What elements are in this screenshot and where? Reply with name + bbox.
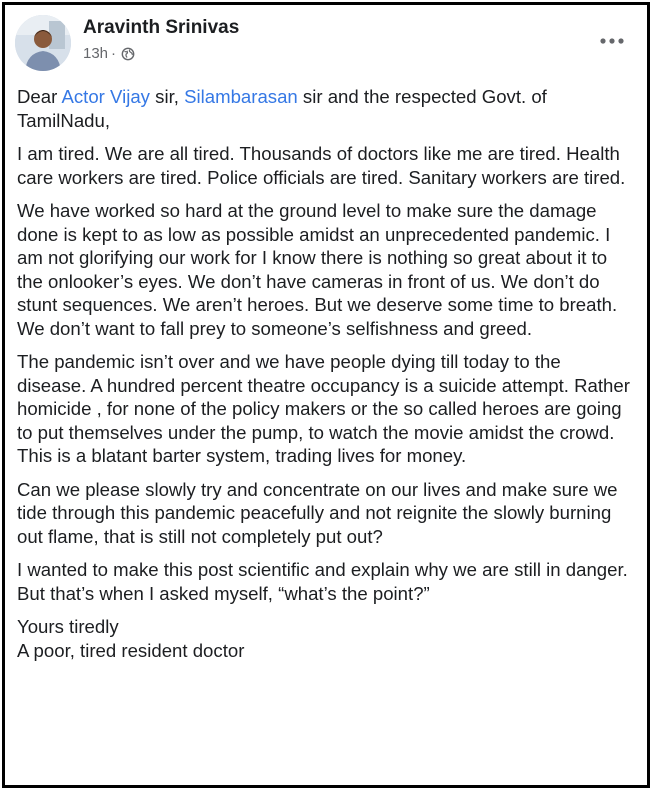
post-body: [17, 85, 633, 672]
paragraph-ground-work: We have worked so hard at the ground level to make sure the damage done is kept to as low as possible amidst an unprecedented pandemic. I am not glorifying our work for I know there is nothing so great about it to the onlooker’s eyes. We don’t have cameras in front of us. We don’t do stunt sequences. We aren’t heroes. But we deserve some time to breath. We don’t want to fall prey to someone’s selfishness and greed.: [17, 200, 618, 339]
paragraph-tired: I am tired. We are all tired. Thousands of doctors like me are tired. Health care workers are tired. Police officials are tired. Sanitary workers are tired.: [17, 143, 626, 188]
more-horizontal-icon: [599, 37, 625, 45]
signoff-line-1: Yours tiredly: [17, 616, 119, 637]
paragraph-point: I wanted to make this post scientific and explain why we are still in danger. But that’s when I asked myself, “what’s the point?”: [17, 559, 628, 604]
greeting-paragraph: [17, 85, 633, 132]
more-options-button[interactable]: [597, 31, 627, 51]
author-name[interactable]: Aravinth Srinivas: [83, 17, 240, 38]
post-meta: [83, 45, 135, 62]
meta-separator: ·: [111, 45, 117, 62]
profile-photo: [15, 15, 71, 71]
signoff-line-2: A poor, tired resident doctor: [17, 639, 245, 661]
mention-silambarasan[interactable]: Silambarasan: [184, 86, 298, 107]
greeting-prefix: Dear: [17, 86, 62, 107]
avatar[interactable]: [15, 15, 71, 71]
greeting-suffix: sir and the respected Govt. of TamilNadu,: [17, 86, 547, 131]
greeting-mid: sir,: [149, 86, 185, 107]
paragraph-pandemic: The pandemic isn’t over and we have people dying till today to the disease. A hundred percent theatre occupancy is a suicide attempt. Rather homicide , for none of the policy makers or the so called heroes are going to put themselves under the pump, to watch the movie amidst the crowd. This is a blatant barter system, trading lives for money.: [17, 351, 630, 466]
post-time[interactable]: 13h: [83, 45, 109, 62]
mention-actor-vijay[interactable]: Actor Vijay: [61, 86, 150, 107]
paragraph-appeal: Can we please slowly try and concentrate on our lives and make sure we tide through this pandemic peacefully and not reignite the slowly burning out flame, that is still not completely put out?: [17, 478, 618, 547]
signoff: [17, 615, 633, 662]
globe-icon[interactable]: [121, 47, 135, 61]
facebook-post-card: [2, 2, 650, 788]
post-header: [13, 13, 637, 75]
